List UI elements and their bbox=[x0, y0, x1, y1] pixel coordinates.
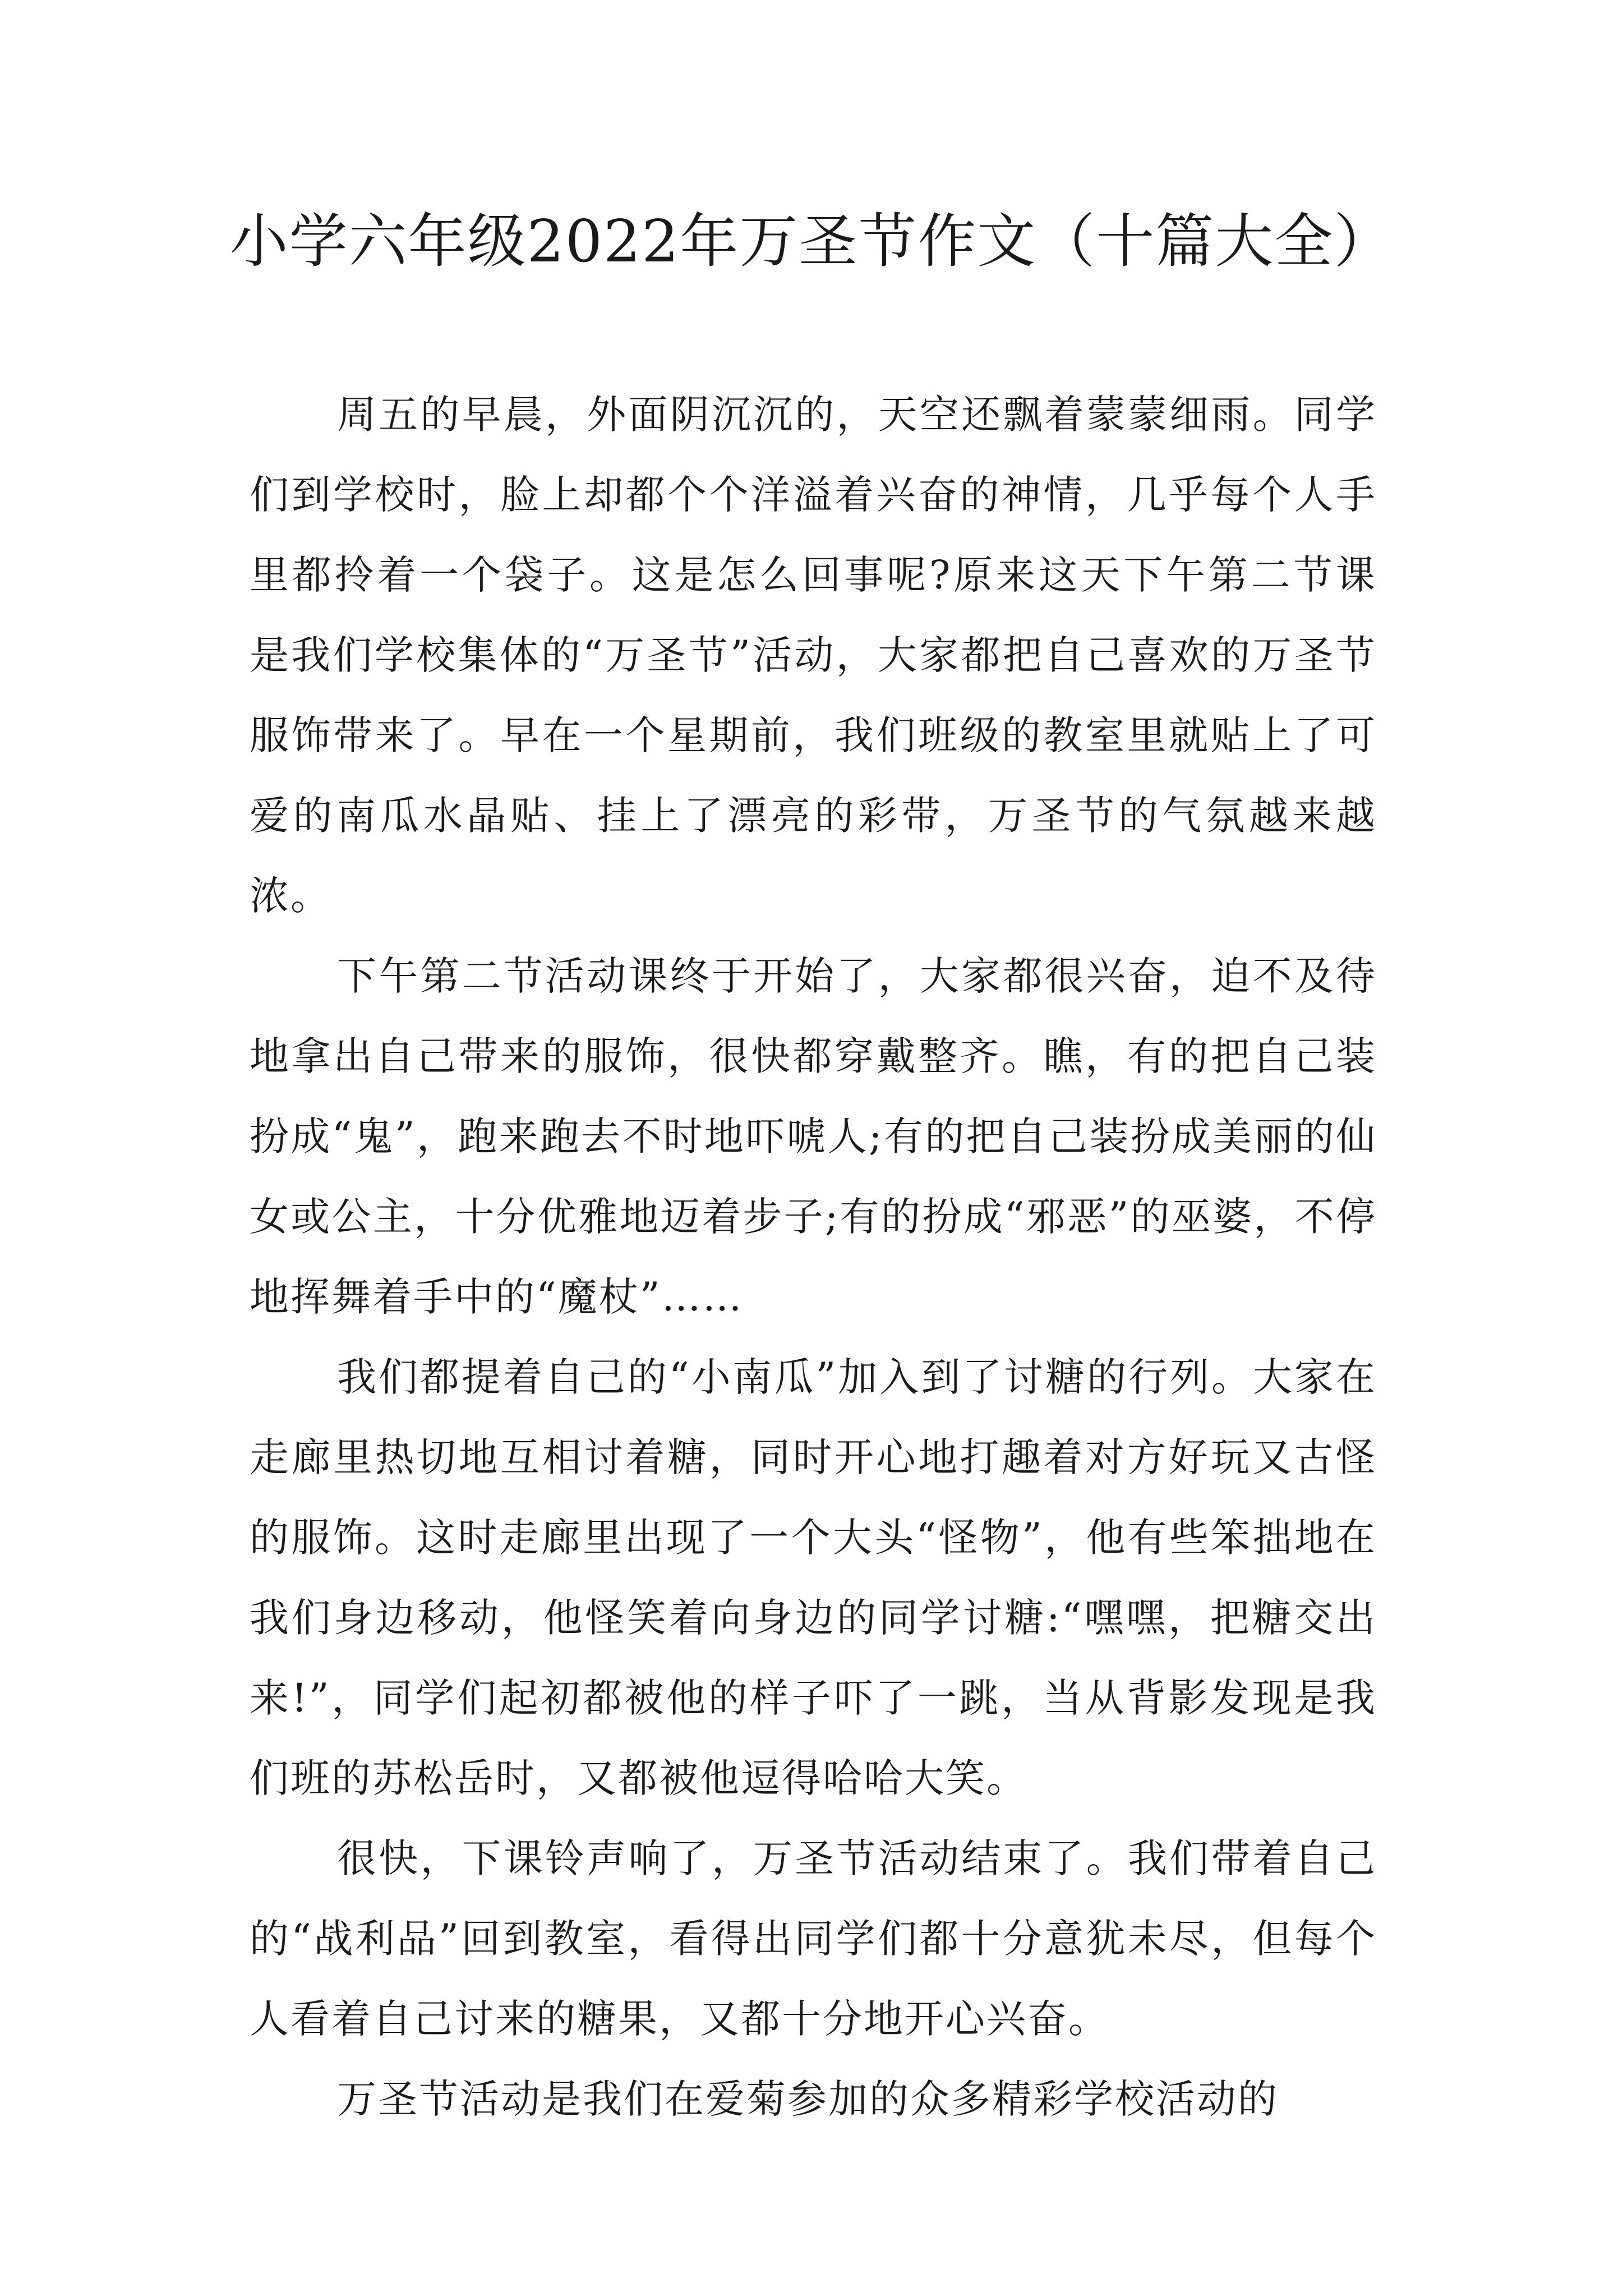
paragraph-5: 万圣节活动是我们在爱菊参加的众多精彩学校活动的 bbox=[337, 2076, 1279, 2122]
paragraph-4: 很快，下课铃声响了，万圣节活动结束了。我们带着自己的“战利品”回到教室，看得出同学们都十分意犹未尽，但每个人看着自己讨来的糖果，又都十分地开心兴奋。 bbox=[250, 1835, 1377, 2042]
paragraph-2: 下午第二节活动课终于开始了，大家都很兴奋，迫不及待地拿出自己带来的服饰，很快都穿戴整齐。瞧，有的把自己装扮成“鬼”，跑来跑去不时地吓唬人;有的把自己装扮成美丽的仙女或公主，十分优雅地迈着步子;有的扮成“邪恶”的巫婆，不停地挥舞着手中的“魔杖”…… bbox=[250, 953, 1377, 1320]
page-title: 小学六年级2022年万圣节作文（十篇大全） bbox=[229, 207, 1394, 275]
document-body bbox=[250, 375, 1377, 2139]
paragraph-1: 周五的早晨，外面阴沉沉的，天空还飘着蒙蒙细雨。同学们到学校时，脸上却都个个洋溢着兴奋的神情，几乎每个人手里都拎着一个袋子。这是怎么回事呢?原来这天下午第二节课是我们学校集体的“万圣节”活动，大家都把自己喜欢的万圣节服饰带来了。早在一个星期前，我们班级的教室里就贴上了可爱的南瓜水晶贴、挂上了漂亮的彩带，万圣节的气氛越来越浓。 bbox=[250, 392, 1377, 919]
paragraph-3: 我们都提着自己的“小南瓜”加入到了讨糖的行列。大家在走廊里热切地互相讨着糖，同时开心地打趣着对方好玩又古怪的服饰。这时走廊里出现了一个大头“怪物”，他有些笨拙地在我们身边移动，他怪笑着向身边的同学讨糖:“嘿嘿，把糖交出来!”，同学们起初都被他的样子吓了一跳，当从背影发现是我们班的苏松岳时，又都被他逗得哈哈大笑。 bbox=[250, 1354, 1377, 1801]
